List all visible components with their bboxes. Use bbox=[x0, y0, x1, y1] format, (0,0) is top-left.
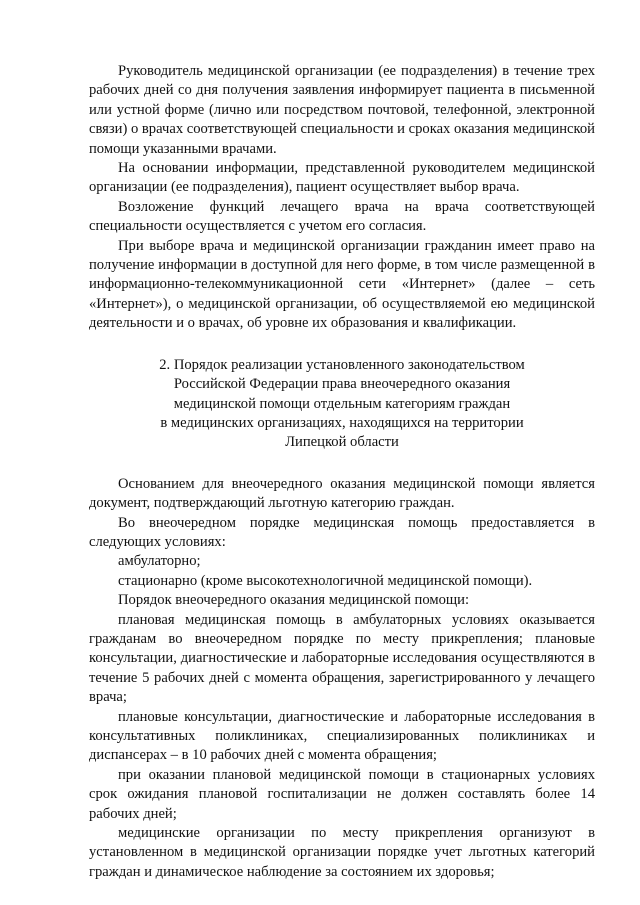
heading-line: в медицинских организациях, находящихся на территории bbox=[160, 414, 524, 431]
paragraph-attending-functions: Возложение функций лечащего врача на врача соответствующей специальности осуществляется с учетом его согласия. bbox=[89, 198, 595, 235]
paragraph-inpatient-waiting: при оказании плановой медицинской помощи в стационарных условиях срок ожидания плановой госпитализации не должен составлять более 14 рабочих дней; bbox=[89, 766, 595, 822]
paragraph-basis: Основанием для внеочередного оказания медицинской помощи является документ, подтверждающий льготную категорию граждан. bbox=[89, 475, 595, 512]
paragraph-planned-outpatient: плановая медицинская помощь в амбулаторных условиях оказывается гражданам во внеочередном порядке по месту прикрепления; плановые консультации, диагностические и лабораторные исследования осуществляются в течение 5 рабочих дней с момента обращения, зарегистрированного у лечащего врача; bbox=[89, 611, 595, 706]
paragraph-procedure-intro: Порядок внеочередного оказания медицинской помощи: bbox=[118, 592, 469, 609]
heading-line: Российской Федерации права внеочередного оказания bbox=[173, 376, 511, 393]
section-heading bbox=[89, 356, 595, 453]
document-page bbox=[89, 62, 595, 882]
paragraph-doctor-info: Руководитель медицинской организации (ее подразделения) в течение трех рабочих дней со дня получения заявления информирует пациента в письменной или устной форме (лично или посредством почтовой, телефонной, электронной связи) о врачах соответствующей специальности и сроках оказания медицинской помощи указанными врачами. bbox=[89, 63, 595, 157]
paragraph-doctor-choice: На основании информации, представленной руководителем медицинской организации (ее подразделения), пациент осуществляет выбор врача. bbox=[89, 160, 595, 196]
list-item-inpatient: стационарно (кроме высокотехнологичной медицинской помощи). bbox=[118, 572, 533, 589]
paragraph-conditions-intro: Во внеочередном порядке медицинская помощь предоставляется в следующих условиях: bbox=[89, 514, 595, 550]
heading-line: Липецкой области bbox=[285, 434, 399, 451]
list-item-outpatient: амбулаторно; bbox=[118, 553, 201, 570]
heading-line: 2. Порядок реализации установленного законодательством bbox=[159, 356, 525, 373]
paragraph-right-to-information: При выборе врача и медицинской организации гражданин имеет право на получение информации в доступной для него форме, в том числе размещенной в информационно-телекоммуникационной сети «Интернет» (далее – сеть «Интернет»), о медицинской организации, об осуществляемой ею медицинской деятельности и о врачах, об уровне их образования и квалификации. bbox=[89, 237, 595, 332]
heading-line: медицинской помощи отдельным категориям граждан bbox=[173, 395, 511, 412]
paragraph-registration-records: медицинские организации по месту прикрепления организуют в установленном в медицинской организации порядке учет льготных категорий граждан и динамическое наблюдение за состоянием их здоровья; bbox=[89, 825, 595, 880]
paragraph-consultative-clinics: плановые консультации, диагностические и лабораторные исследования в консультативных поликлиниках, специализированных поликлиниках и диспансерах – в 10 рабочих дней с момента обращения; bbox=[89, 708, 595, 764]
